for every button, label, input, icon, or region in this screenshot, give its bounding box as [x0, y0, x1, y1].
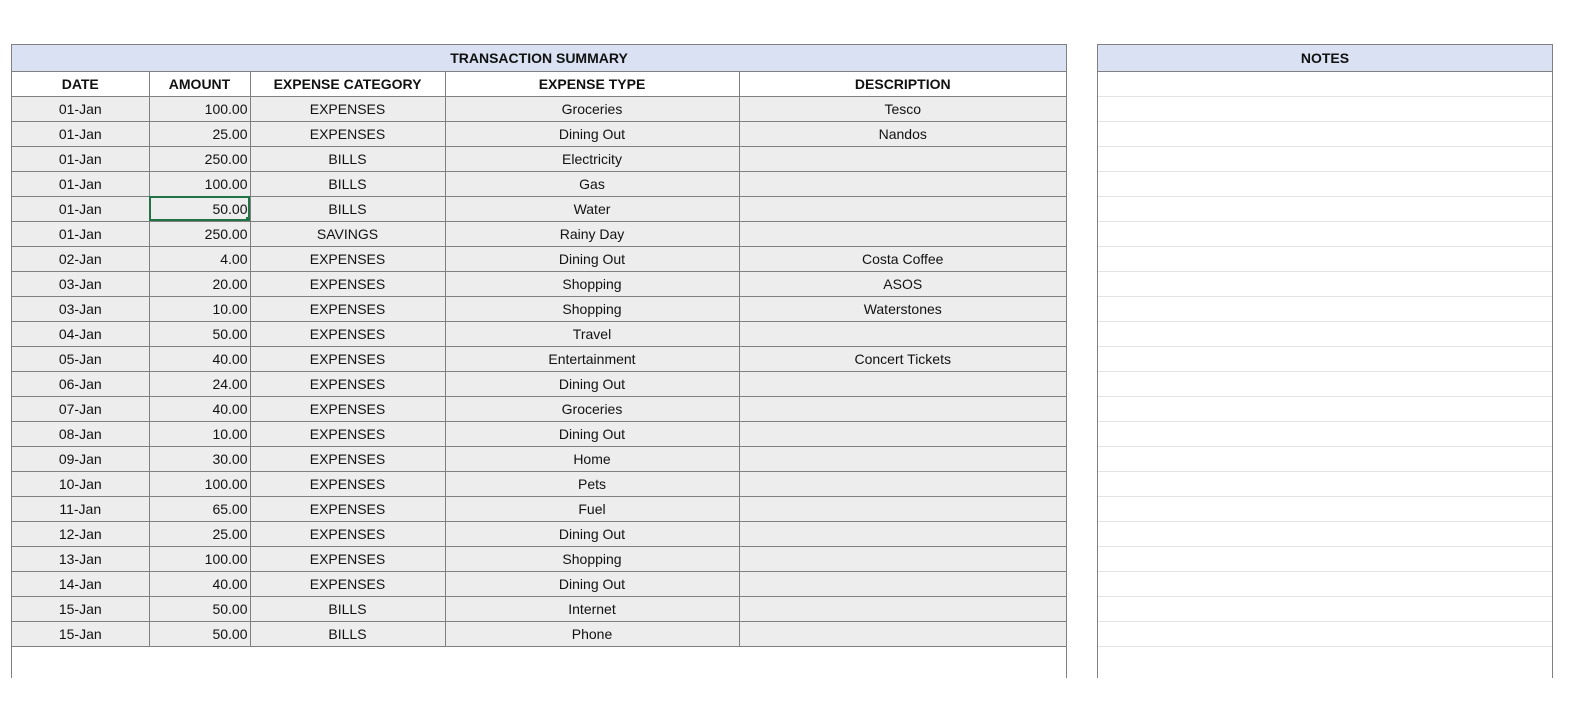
table-row [12, 546, 1066, 571]
note-row [1098, 371, 1552, 396]
note-cell[interactable] [1098, 371, 1552, 396]
note-row [1098, 296, 1552, 321]
description-cell[interactable] [739, 596, 1066, 621]
description-cell[interactable] [739, 421, 1066, 446]
table-row [12, 271, 1066, 296]
expense-category-cell[interactable]: EXPENSES [250, 296, 445, 321]
description-cell[interactable] [739, 471, 1066, 496]
date-cell[interactable]: 13-Jan [12, 546, 149, 571]
note-row [1098, 446, 1552, 471]
date-cell[interactable]: 14-Jan [12, 571, 149, 596]
expense-type-cell[interactable]: Fuel [445, 496, 739, 521]
table-row [12, 96, 1066, 121]
description-cell[interactable] [739, 496, 1066, 521]
amount-cell[interactable]: 50.00 [149, 596, 250, 621]
date-cell[interactable]: 08-Jan [12, 421, 149, 446]
amount-cell[interactable]: 40.00 [149, 396, 250, 421]
expense-type-cell[interactable]: Gas [445, 171, 739, 196]
table-row [12, 221, 1066, 246]
note-row [1098, 146, 1552, 171]
table-row [12, 396, 1066, 421]
note-row [1098, 246, 1552, 271]
note-cell[interactable] [1098, 496, 1552, 521]
expense-category-cell[interactable]: EXPENSES [250, 96, 445, 121]
note-cell[interactable] [1098, 171, 1552, 196]
amount-cell[interactable]: 100.00 [149, 171, 250, 196]
amount-cell[interactable]: 100.00 [149, 96, 250, 121]
description-cell[interactable] [739, 621, 1066, 646]
note-cell[interactable] [1098, 521, 1552, 546]
table-row [12, 196, 1066, 221]
expense-type-cell[interactable]: Pets [445, 471, 739, 496]
note-row [1098, 271, 1552, 296]
note-cell[interactable] [1098, 121, 1552, 146]
description-cell[interactable] [739, 521, 1066, 546]
note-cell[interactable] [1098, 196, 1552, 221]
expense-type-cell[interactable]: Dining Out [445, 121, 739, 146]
description-cell[interactable]: Concert Tickets [739, 346, 1066, 371]
expense-type-cell[interactable]: Phone [445, 621, 739, 646]
table-title-row [12, 45, 1066, 71]
table-row [12, 421, 1066, 446]
amount-cell[interactable]: 25.00 [149, 521, 250, 546]
expense-category-cell[interactable]: BILLS [250, 171, 445, 196]
date-cell[interactable]: 03-Jan [12, 271, 149, 296]
amount-cell[interactable]: 250.00 [149, 146, 250, 171]
amount-cell[interactable]: 10.00 [149, 421, 250, 446]
table-row [12, 321, 1066, 346]
expense-type-cell[interactable]: Rainy Day [445, 221, 739, 246]
description-cell[interactable] [739, 146, 1066, 171]
expense-type-cell[interactable]: Dining Out [445, 371, 739, 396]
expense-type-cell[interactable]: Electricity [445, 146, 739, 171]
note-row [1098, 346, 1552, 371]
date-cell[interactable]: 07-Jan [12, 396, 149, 421]
description-cell[interactable]: Tesco [739, 96, 1066, 121]
note-row [1098, 71, 1552, 96]
note-cell[interactable] [1098, 546, 1552, 571]
description-cell[interactable] [739, 571, 1066, 596]
note-cell[interactable] [1098, 571, 1552, 596]
date-cell[interactable]: 02-Jan [12, 246, 149, 271]
note-cell[interactable] [1098, 421, 1552, 446]
expense-category-cell[interactable]: EXPENSES [250, 271, 445, 296]
column-header-row [12, 71, 1066, 96]
amount-cell[interactable]: 30.00 [149, 446, 250, 471]
table-row [12, 171, 1066, 196]
expense-type-cell[interactable]: Water [445, 196, 739, 221]
transaction-rows [12, 96, 1066, 646]
expense-type-cell[interactable]: Shopping [445, 296, 739, 321]
table-row [12, 296, 1066, 321]
note-cell[interactable] [1098, 446, 1552, 471]
note-row [1098, 496, 1552, 521]
description-cell[interactable] [739, 196, 1066, 221]
note-cell[interactable] [1098, 396, 1552, 421]
expense-category-cell[interactable]: EXPENSES [250, 446, 445, 471]
expense-type-cell[interactable]: Dining Out [445, 521, 739, 546]
note-cell[interactable] [1098, 246, 1552, 271]
amount-cell[interactable]: 65.00 [149, 496, 250, 521]
notes-title-row [1098, 45, 1552, 71]
expense-category-cell[interactable]: BILLS [250, 146, 445, 171]
note-row [1098, 421, 1552, 446]
note-cell[interactable] [1098, 596, 1552, 621]
note-row [1098, 121, 1552, 146]
amount-cell[interactable]: 24.00 [149, 371, 250, 396]
description-cell[interactable] [739, 171, 1066, 196]
expense-category-cell[interactable]: EXPENSES [250, 546, 445, 571]
date-cell[interactable]: 11-Jan [12, 496, 149, 521]
notes-rows [1098, 71, 1552, 646]
expense-category-cell[interactable]: EXPENSES [250, 396, 445, 421]
note-cell[interactable] [1098, 71, 1552, 96]
note-row [1098, 321, 1552, 346]
table-title[interactable]: TRANSACTION SUMMARY [12, 45, 1066, 71]
description-cell[interactable]: Waterstones [739, 296, 1066, 321]
column-header-description[interactable]: DESCRIPTION [739, 71, 1066, 96]
note-row [1098, 396, 1552, 421]
notes-panel [1097, 44, 1553, 678]
note-cell[interactable] [1098, 146, 1552, 171]
table-row [12, 496, 1066, 521]
description-cell[interactable] [739, 446, 1066, 471]
amount-cell[interactable]: 25.00 [149, 121, 250, 146]
note-cell[interactable] [1098, 96, 1552, 121]
table-row [12, 621, 1066, 646]
table-row [12, 446, 1066, 471]
column-header-amount[interactable]: AMOUNT [149, 71, 250, 96]
expense-category-cell[interactable]: EXPENSES [250, 571, 445, 596]
date-cell[interactable]: 10-Jan [12, 471, 149, 496]
expense-category-cell[interactable]: EXPENSES [250, 421, 445, 446]
date-cell[interactable]: 09-Jan [12, 446, 149, 471]
date-cell[interactable]: 12-Jan [12, 521, 149, 546]
amount-cell[interactable]: 10.00 [149, 296, 250, 321]
date-cell[interactable]: 03-Jan [12, 296, 149, 321]
date-cell[interactable]: 04-Jan [12, 321, 149, 346]
table-row [12, 146, 1066, 171]
table-row [12, 121, 1066, 146]
expense-type-cell[interactable]: Entertainment [445, 346, 739, 371]
note-row [1098, 546, 1552, 571]
note-cell[interactable] [1098, 221, 1552, 246]
expense-category-cell[interactable]: EXPENSES [250, 471, 445, 496]
description-cell[interactable]: Costa Coffee [739, 246, 1066, 271]
date-cell[interactable]: 15-Jan [12, 621, 149, 646]
transaction-summary-table [11, 44, 1067, 678]
note-row [1098, 571, 1552, 596]
description-cell[interactable]: Nandos [739, 121, 1066, 146]
amount-cell[interactable]: 40.00 [149, 346, 250, 371]
expense-category-cell[interactable]: EXPENSES [250, 321, 445, 346]
date-cell[interactable]: 15-Jan [12, 596, 149, 621]
note-row [1098, 471, 1552, 496]
table-row [12, 596, 1066, 621]
amount-cell[interactable]: 50.00 [149, 196, 250, 221]
expense-type-cell[interactable]: Travel [445, 321, 739, 346]
expense-type-cell[interactable]: Shopping [445, 271, 739, 296]
expense-type-cell[interactable]: Shopping [445, 546, 739, 571]
fill-handle[interactable] [246, 217, 251, 222]
note-row [1098, 521, 1552, 546]
note-row [1098, 96, 1552, 121]
note-row [1098, 596, 1552, 621]
date-cell[interactable]: 06-Jan [12, 371, 149, 396]
note-cell[interactable] [1098, 346, 1552, 371]
note-cell[interactable] [1098, 271, 1552, 296]
expense-type-cell[interactable]: Groceries [445, 96, 739, 121]
amount-cell[interactable]: 50.00 [149, 321, 250, 346]
column-header-date[interactable]: DATE [12, 71, 149, 96]
date-cell[interactable]: 01-Jan [12, 146, 149, 171]
note-cell[interactable] [1098, 621, 1552, 646]
table-row [12, 471, 1066, 496]
expense-category-cell[interactable]: EXPENSES [250, 521, 445, 546]
expense-category-cell[interactable]: EXPENSES [250, 121, 445, 146]
note-cell[interactable] [1098, 321, 1552, 346]
amount-cell[interactable]: 20.00 [149, 271, 250, 296]
expense-category-cell[interactable]: EXPENSES [250, 346, 445, 371]
note-row [1098, 221, 1552, 246]
expense-type-cell[interactable]: Home [445, 446, 739, 471]
table-row [12, 371, 1066, 396]
amount-cell[interactable]: 250.00 [149, 221, 250, 246]
amount-cell[interactable]: 4.00 [149, 246, 250, 271]
table-row [12, 521, 1066, 546]
expense-type-cell[interactable]: Internet [445, 596, 739, 621]
amount-cell[interactable]: 100.00 [149, 546, 250, 571]
expense-type-cell[interactable]: Groceries [445, 396, 739, 421]
date-cell[interactable]: 01-Jan [12, 121, 149, 146]
expense-type-cell[interactable]: Dining Out [445, 571, 739, 596]
description-cell[interactable] [739, 371, 1066, 396]
table-row [12, 246, 1066, 271]
table-row [12, 346, 1066, 371]
date-cell[interactable]: 01-Jan [12, 221, 149, 246]
note-row [1098, 196, 1552, 221]
date-cell[interactable]: 05-Jan [12, 346, 149, 371]
expense-type-cell[interactable]: Dining Out [445, 421, 739, 446]
amount-cell[interactable]: 50.00 [149, 621, 250, 646]
amount-cell[interactable]: 100.00 [149, 471, 250, 496]
expense-category-cell[interactable]: EXPENSES [250, 496, 445, 521]
date-cell[interactable]: 01-Jan [12, 171, 149, 196]
description-cell[interactable] [739, 321, 1066, 346]
note-row [1098, 621, 1552, 646]
expense-category-cell[interactable]: BILLS [250, 596, 445, 621]
column-header-expense-category[interactable]: EXPENSE CATEGORY [250, 71, 445, 96]
expense-category-cell[interactable]: BILLS [250, 621, 445, 646]
expense-category-cell[interactable]: EXPENSES [250, 246, 445, 271]
expense-category-cell[interactable]: SAVINGS [250, 221, 445, 246]
table-row [12, 571, 1066, 596]
amount-cell[interactable]: 40.00 [149, 571, 250, 596]
note-row [1098, 171, 1552, 196]
column-header-expense-type[interactable]: EXPENSE TYPE [445, 71, 739, 96]
notes-title[interactable]: NOTES [1098, 45, 1552, 71]
description-cell[interactable]: ASOS [739, 271, 1066, 296]
description-cell[interactable] [739, 546, 1066, 571]
description-cell[interactable] [739, 221, 1066, 246]
note-cell[interactable] [1098, 296, 1552, 321]
expense-type-cell[interactable]: Dining Out [445, 246, 739, 271]
date-cell[interactable]: 01-Jan [12, 196, 149, 221]
description-cell[interactable] [739, 396, 1066, 421]
date-cell[interactable]: 01-Jan [12, 96, 149, 121]
expense-category-cell[interactable]: BILLS [250, 196, 445, 221]
expense-category-cell[interactable]: EXPENSES [250, 371, 445, 396]
note-cell[interactable] [1098, 471, 1552, 496]
